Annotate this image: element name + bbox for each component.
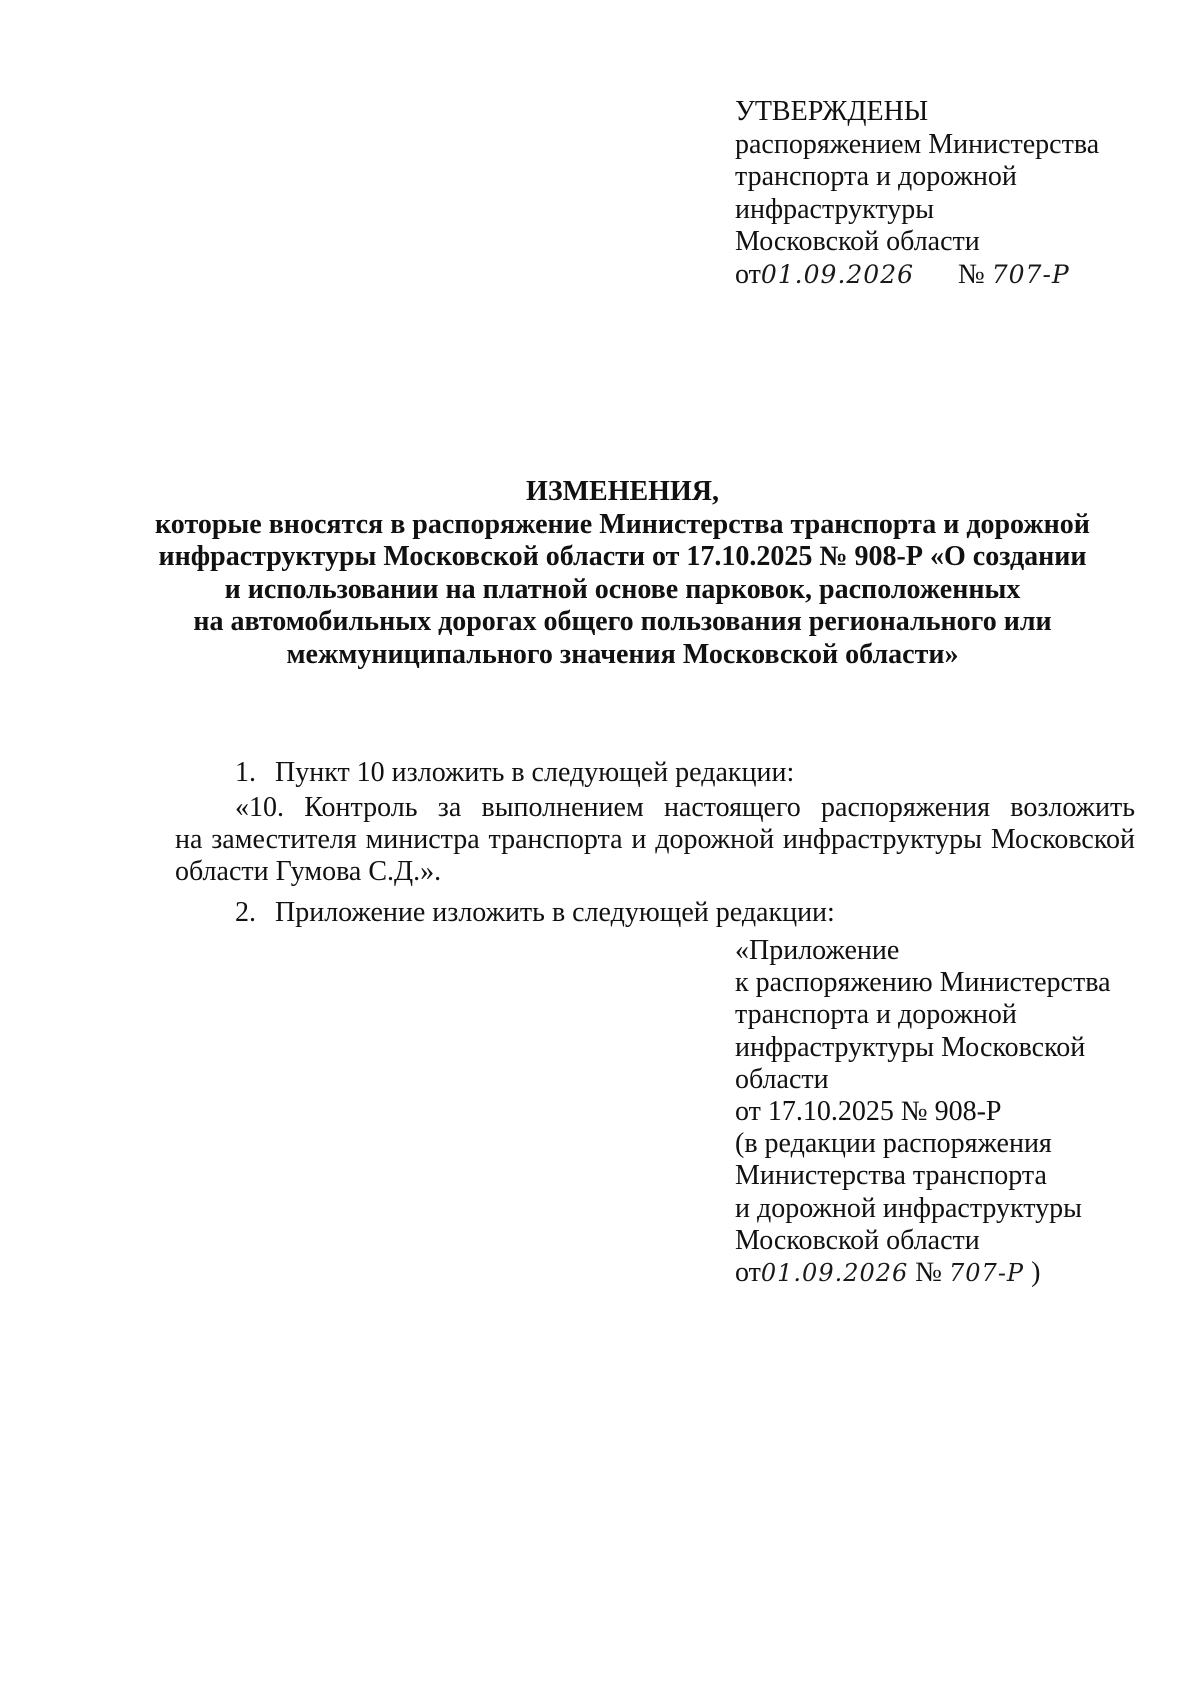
title-line: которые вносятся в распоряжение Министерства транспорта и дорожной [155, 508, 1090, 540]
handwritten-number: 707-Р [991, 259, 1070, 289]
item-1 [175, 757, 1195, 789]
title-line: и использовании на платной основе парковок, расположенных [224, 573, 1021, 605]
handwritten-date: 01.09.2026 [760, 1259, 909, 1288]
document-title [130, 476, 1115, 671]
quoted-paragraph-10 [175, 792, 1135, 888]
item-1-text: Пункт 10 изложить в следующей редакции: [275, 757, 795, 788]
approval-stamp [735, 96, 1155, 291]
title-line: инфраструктуры Московской области от 17.10.2025 № 908-Р «О создании [158, 541, 1087, 572]
handwritten-number: 707-Р [949, 1259, 1025, 1288]
approval-heading: УТВЕРЖДЕНЫ [735, 96, 929, 127]
approval-line: распоряжением Министерства [735, 128, 1100, 160]
appendix-line: и дорожной инфраструктуры [735, 1192, 1082, 1224]
date-prefix: от [735, 1257, 761, 1289]
number-prefix: № [958, 258, 985, 290]
title-line: на автомобильных дорогах общего пользования регионального или [193, 606, 1052, 637]
appendix-date-line [735, 1257, 1155, 1289]
appendix-header [735, 935, 1155, 1289]
appendix-line: инфраструктуры Московской [735, 1031, 1086, 1063]
approval-line: транспорта и дорожной [735, 161, 1017, 192]
item-1-number: 1. [235, 757, 256, 788]
appendix-line: к распоряжению Министерства [735, 967, 1111, 999]
quote-line: «10. Контроль за выполнением настоящего распоряжения возложить [235, 792, 1135, 823]
approval-line: Московской области [735, 226, 980, 257]
item-2 [175, 897, 1195, 929]
appendix-line: области [735, 1063, 829, 1095]
date-prefix: от [735, 258, 761, 290]
appendix-line: «Приложение [735, 935, 900, 966]
quote-line: области Гумова С.Д.». [175, 856, 442, 887]
appendix-line: Московской области [735, 1224, 980, 1256]
item-2-number: 2. [235, 897, 256, 928]
closing-parenthesis: ) [1031, 1257, 1041, 1289]
title-line: межмуниципального значения Московской области» [286, 638, 959, 670]
approval-date-line [735, 259, 1155, 292]
appendix-line: от 17.10.2025 № 908-Р [735, 1096, 1002, 1128]
quote-line: на заместителя министра транспорта и дорожной инфраструктуры Московской [175, 824, 1135, 855]
appendix-line: Министерства транспорта [735, 1160, 1047, 1192]
appendix-line: (в редакции распоряжения [735, 1128, 1052, 1160]
number-prefix: № [915, 1257, 943, 1289]
handwritten-date: 01.09.2026 [760, 259, 915, 289]
appendix-line: транспорта и дорожной [735, 999, 1017, 1031]
approval-line: инфраструктуры [735, 193, 935, 225]
title-heading: ИЗМЕНЕНИЯ, [526, 476, 719, 507]
item-2-text: Приложение изложить в следующей редакции: [275, 897, 835, 928]
